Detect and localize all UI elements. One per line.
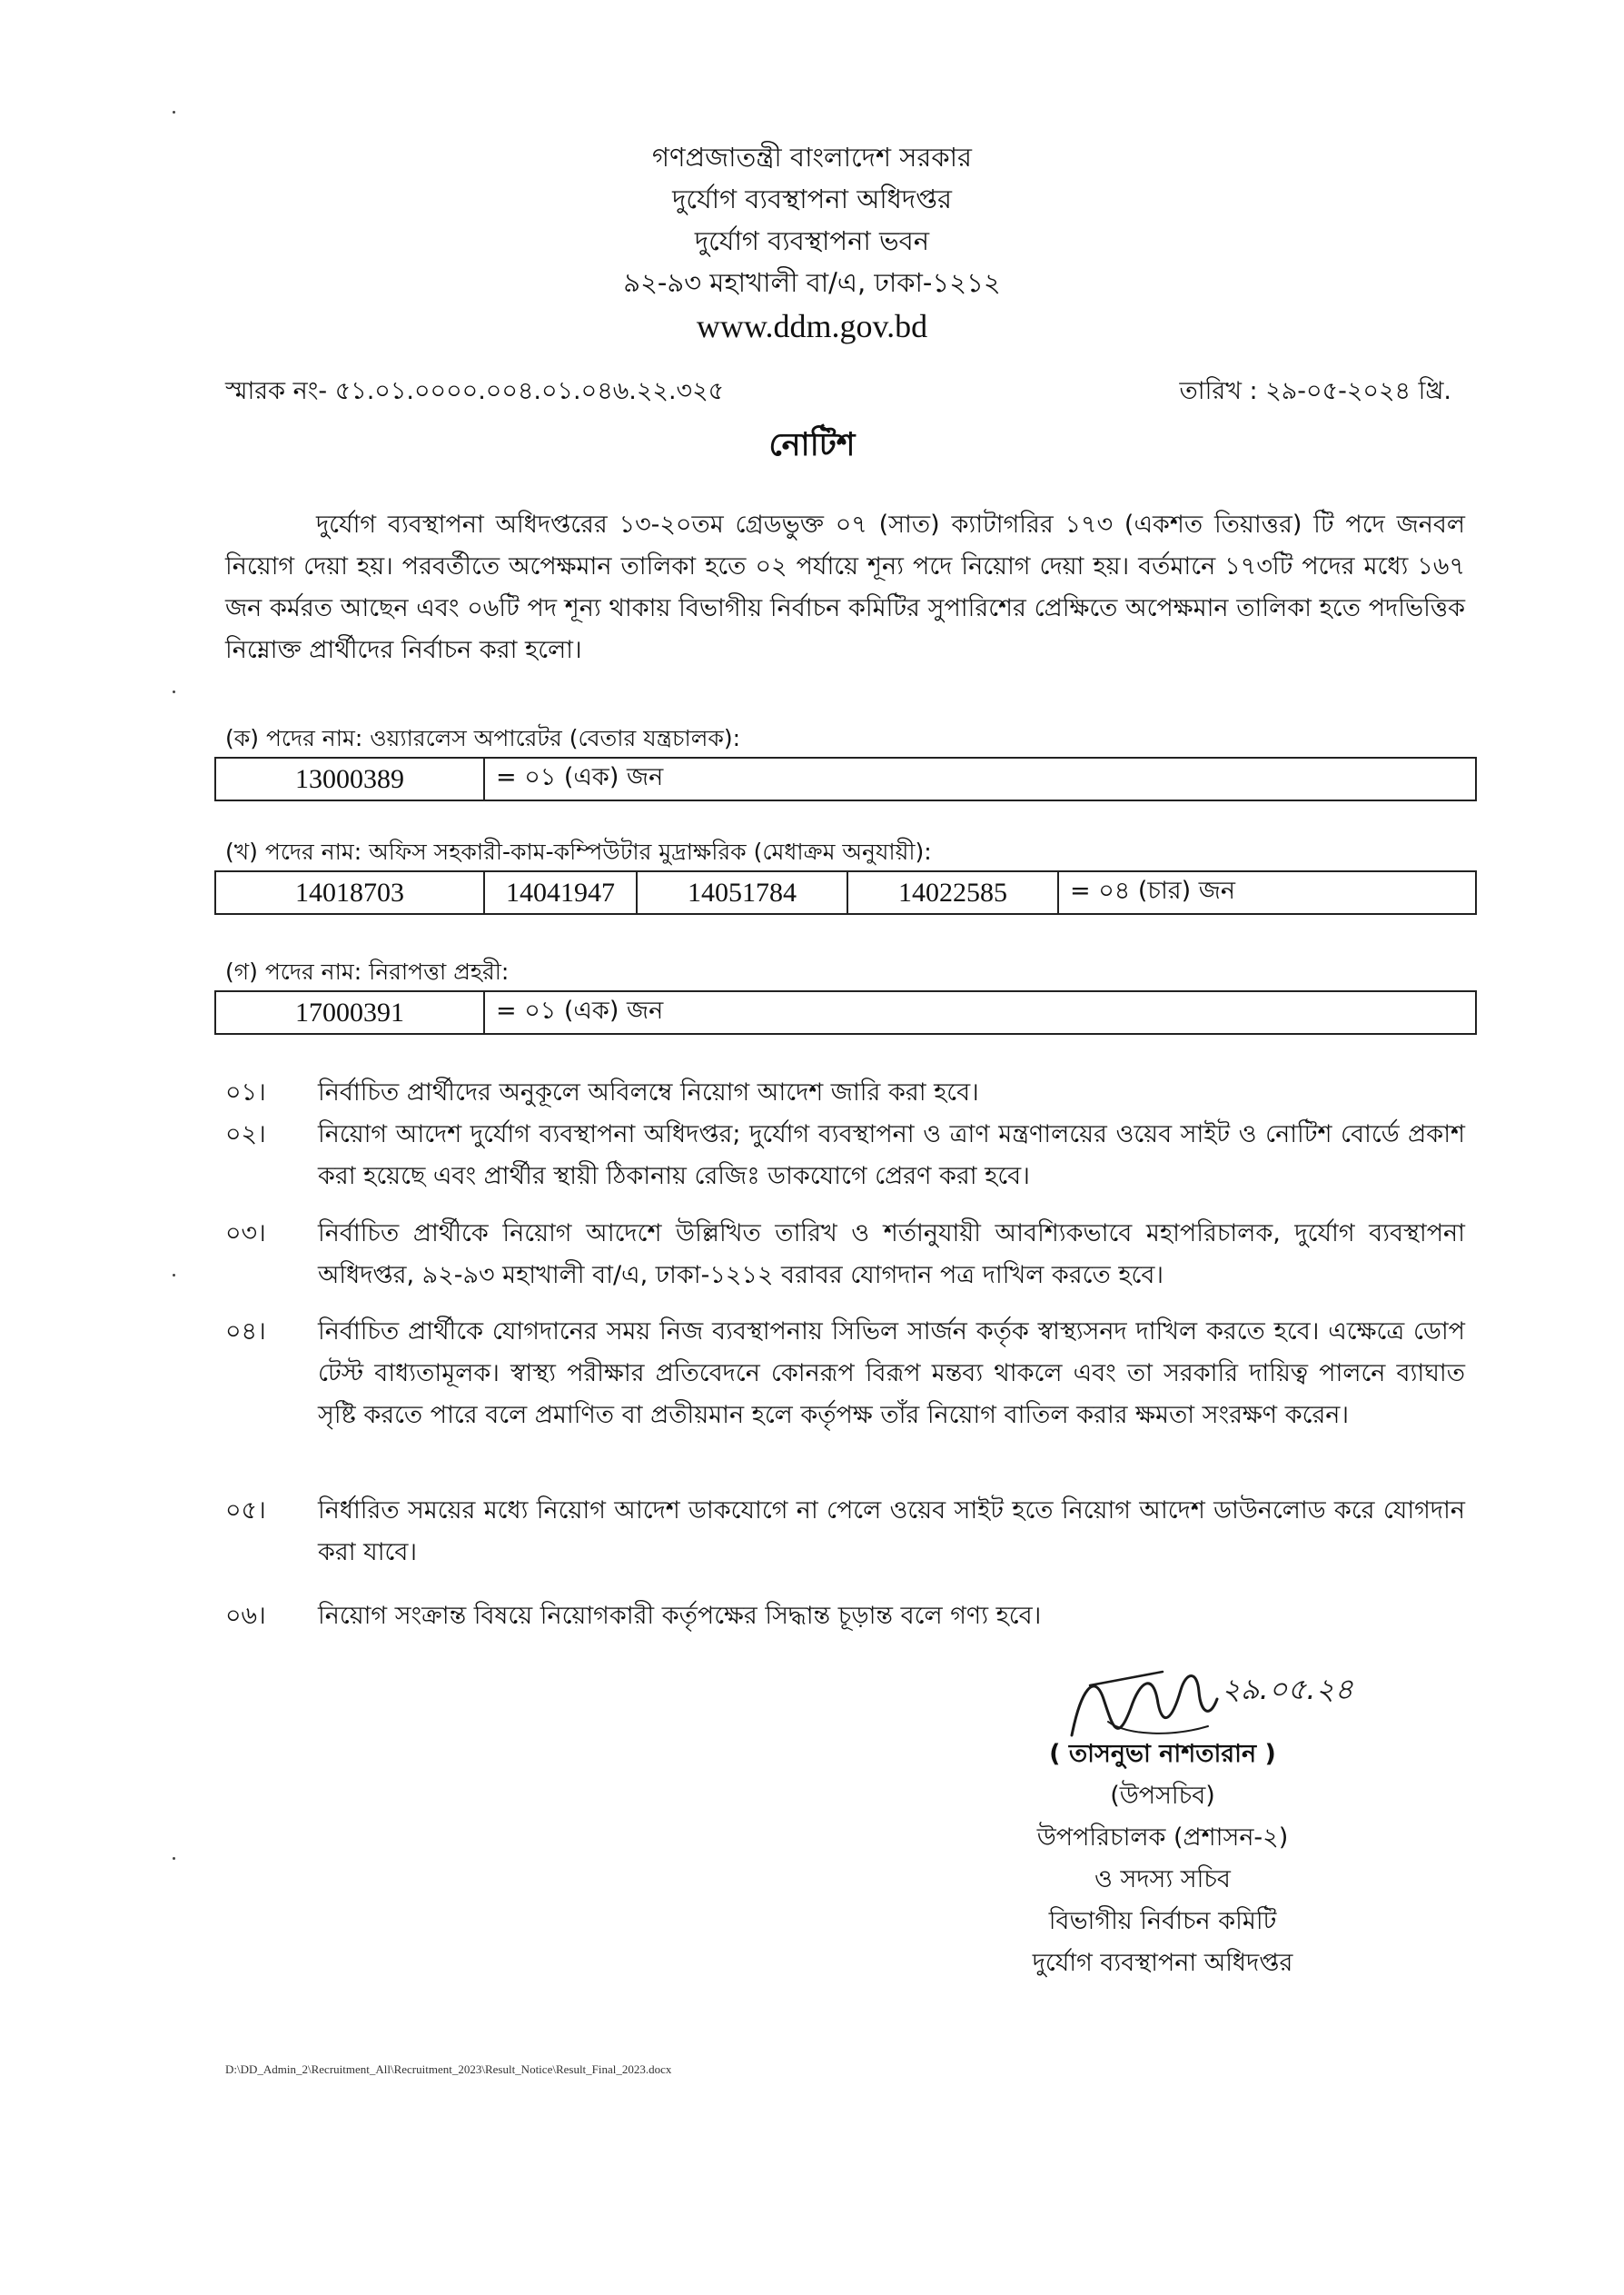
item-number: ০৩। bbox=[225, 1219, 266, 1247]
selected-count: = ০৪ (চার) জন bbox=[1058, 871, 1476, 914]
roll-number: 14022585 bbox=[847, 871, 1058, 914]
building-name: দুর্যোগ ব্যবস্থাপনা ভবন bbox=[694, 225, 930, 256]
item-text: নির্বাচিত প্রার্থীকে নিয়োগ আদেশে উল্লিখিত তারিখ ও শর্তানুযায়ী আবশ্যিকভাবে মহাপরিচালক, দুর্যোগ ব্যবস্থাপনা অধিদপ্তর, ৯২-৯৩ মহাখালী বা/এ, ঢাকা-১২১২ বরাবর যোগদান পত্র দাখিল করতে হবে। bbox=[318, 1219, 1465, 1289]
roll-number: 17000391 bbox=[215, 991, 484, 1034]
list-item bbox=[225, 1311, 1465, 1436]
selected-count: = ০১ (এক) জন bbox=[484, 758, 1476, 800]
signatory-rank: (উপসচিব) bbox=[1110, 1782, 1215, 1810]
scan-speck bbox=[173, 690, 175, 693]
list-item bbox=[225, 1114, 1465, 1197]
signatory-role: ও সদস্য সচিব bbox=[1094, 1865, 1231, 1893]
signatory-designation: উপপরিচালক (প্রশাসন-২) bbox=[1036, 1823, 1289, 1852]
table-row bbox=[215, 871, 1476, 914]
item-number: ০৪। bbox=[225, 1317, 266, 1346]
table-row bbox=[215, 991, 1476, 1034]
item-text: নিয়োগ সংক্রান্ত বিষয়ে নিয়োগকারী কর্তৃপক্ষের সিদ্ধান্ত চূড়ান্ত বলে গণ্য হবে। bbox=[318, 1602, 1042, 1630]
roll-number: 14051784 bbox=[637, 871, 847, 914]
memo-number: স্মারক নং- ৫১.০১.০০০০.০০৪.০১.০৪৬.২২.৩২৫ bbox=[225, 377, 725, 405]
item-text: নির্ধারিত সময়ের মধ্যে নিয়োগ আদেশ ডাকযোগে না পেলে ওয়েব সাইট হতে নিয়োগ আদেশ ডাউনলোড করে যোগদান করা যাবে। bbox=[318, 1496, 1465, 1566]
list-item bbox=[225, 1490, 1465, 1574]
roll-table-kha bbox=[214, 870, 1477, 915]
selected-count: = ০১ (এক) জন bbox=[484, 991, 1476, 1034]
scan-speck bbox=[173, 1857, 175, 1860]
post-label-kha: (খ) পদের নাম: অফিস সহকারী-কাম-কম্পিউটার মুদ্রাক্ষরিক (মেধাক্রম অনুযায়ী): bbox=[225, 839, 932, 865]
roll-table-ga bbox=[214, 990, 1477, 1035]
signatory-office: দুর্যোগ ব্যবস্থাপনা অধিদপ্তর bbox=[1032, 1949, 1293, 1977]
department-name: দুর্যোগ ব্যবস্থাপনা অধিদপ্তর bbox=[672, 184, 952, 214]
item-number: ০৬। bbox=[225, 1602, 266, 1630]
roll-number: 14041947 bbox=[484, 871, 637, 914]
website: www.ddm.gov.bd bbox=[696, 308, 928, 344]
file-path: D:\DD_Admin_2\Recruitment_All\Recruitment_2023\Result_Notice\Result_Final_2023.docx bbox=[225, 2062, 672, 2076]
item-text: নির্বাচিত প্রার্থীদের অনুকূলে অবিলম্বে নিয়োগ আদেশ জারি করা হবে। bbox=[318, 1078, 979, 1107]
signature-date: ২৯.০৫.২৪ bbox=[1222, 1672, 1353, 1706]
list-item bbox=[225, 1595, 1465, 1637]
post-label-ga: (গ) পদের নাম: নিরাপত্তা প্রহরী: bbox=[225, 959, 510, 985]
list-item bbox=[225, 1072, 1465, 1114]
table-row bbox=[215, 758, 1476, 800]
signatory-name: ( তাসনুভা নাশতারান ) bbox=[1049, 1740, 1276, 1768]
signatory-committee: বিভাগীয় নির্বাচন কমিটি bbox=[1048, 1907, 1277, 1935]
intro-paragraph: দুর্যোগ ব্যবস্থাপনা অধিদপ্তরের ১৩-২০তম গ্রেডভুক্ত ০৭ (সাত) ক্যাটাগরির ১৭৩ (একশত তিয়াত্তর) টি পদে জনবল নিয়োগ দেয়া হয়। পরবর্তীতে অপেক্ষমান তালিকা হতে ০২ পর্যায়ে শূন্য পদে নিয়োগ দেয়া হয়। বর্তমানে ১৭৩টি পদের মধ্যে ১৬৭ জন কর্মরত আছেন এবং ০৬টি পদ শূন্য থাকায় বিভাগীয় নির্বাচন কমিটির সুপারিশের প্রেক্ষিতে অপেক্ষমান তালিকা হতে পদভিত্তিক নিম্নোক্ত প্রার্থীদের নির্বাচন করা হলো। bbox=[225, 511, 1465, 664]
roll-number: 14018703 bbox=[215, 871, 484, 914]
scan-speck bbox=[173, 111, 175, 114]
scan-speck bbox=[173, 1274, 175, 1277]
item-text: নির্বাচিত প্রার্থীকে যোগদানের সময় নিজ ব্যবস্থাপনায় সিভিল সার্জন কর্তৃক স্বাস্থ্যসনদ দাখিল করতে হবে। এক্ষেত্রে ডোপ টেস্ট বাধ্যতামূলক। স্বাস্থ্য পরীক্ষার প্রতিবেদনে কোনরূপ বিরূপ মন্তব্য থাকলে এবং তা সরকারি দায়িত্ব পালনে ব্যাঘাত সৃষ্টি করতে পারে বলে প্রমাণিত বা প্রতীয়মান হলে কর্তৃপক্ষ তাঁর নিয়োগ বাতিল করার ক্ষমতা সংরক্ষণ করেন। bbox=[318, 1317, 1465, 1429]
post-label-ka: (ক) পদের নাম: ওয়্যারলেস অপারেটর (বেতার যন্ত্রচালক): bbox=[225, 725, 741, 751]
item-number: ০১। bbox=[225, 1078, 266, 1107]
list-item bbox=[225, 1213, 1465, 1297]
govt-name: গণপ্রজাতন্ত্রী বাংলাদেশ সরকার bbox=[651, 142, 973, 173]
page-title: নোটিশ bbox=[768, 427, 856, 463]
address: ৯২-৯৩ মহাখালী বা/এ, ঢাকা-১২১২ bbox=[623, 267, 1001, 298]
roll-number: 13000389 bbox=[215, 758, 484, 800]
item-number: ০৫। bbox=[225, 1496, 266, 1525]
item-number: ০২। bbox=[225, 1120, 266, 1148]
item-text: নিয়োগ আদেশ দুর্যোগ ব্যবস্থাপনা অধিদপ্তর; দুর্যোগ ব্যবস্থাপনা ও ত্রাণ মন্ত্রণালয়ের ওয়েব সাইট ও নোটিশ বোর্ডে প্রকাশ করা হয়েছে এবং প্রার্থীর স্থায়ী ঠিকানায় রেজিঃ ডাকযোগে প্রেরণ করা হবে। bbox=[318, 1120, 1465, 1190]
notice-date: তারিখ : ২৯-০৫-২০২৪ খ্রি. bbox=[1179, 377, 1451, 405]
roll-table-ka bbox=[214, 757, 1477, 801]
